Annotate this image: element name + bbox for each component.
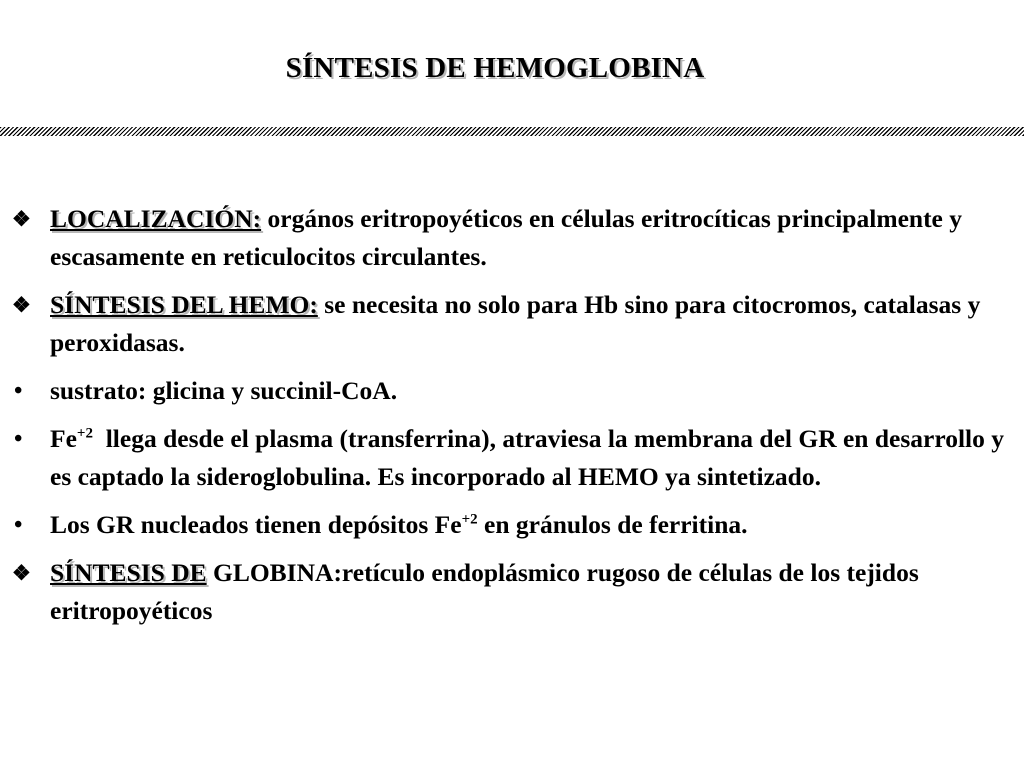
item-text-pre: Los GR nucleados tienen depósitos Fe: [50, 510, 462, 539]
list-item-ferritina: [12, 506, 1020, 544]
item-superscript: +2: [76, 425, 93, 442]
item-text: orgános eritropoyéticos en células eritrocíticas principalmente y escasamente en reticulocitos circulantes.: [50, 204, 963, 271]
item-term: SÍNTESIS DEL HEMO:: [50, 290, 318, 319]
list-item-sintesis-hemo: [12, 286, 1020, 362]
item-term: SÍNTESIS DE: [50, 558, 207, 587]
dot-bullet-icon: •: [14, 426, 23, 452]
item-text: se necesita no solo para Hb sino para citocromos, catalasas y peroxidasas.: [50, 290, 981, 357]
item-text: GLOBINA:retículo endoplásmico rugoso de células de los tejidos eritropoyéticos: [50, 558, 919, 625]
diamond-bullet-icon: ❖: [12, 561, 31, 585]
item-text-post: llega desde el plasma (transferrina), atraviesa la membrana del GR en desarrollo y es captado la sideroglobulina. Es incorporado al HEMO ya sintetizado.: [50, 424, 1011, 491]
item-text-post: en gránulos de ferritina.: [477, 510, 748, 539]
list-item-sustrato: [12, 372, 1020, 410]
dot-bullet-icon: •: [14, 378, 23, 404]
slide-content: [12, 200, 1020, 640]
diamond-bullet-icon: ❖: [12, 293, 31, 317]
dot-bullet-icon: •: [14, 512, 23, 538]
slide-title: SÍNTESIS DE HEMOGLOBINA: [285, 52, 705, 84]
item-superscript: +2: [461, 511, 478, 528]
item-text: sustrato: glicina y succinil-CoA.: [50, 376, 398, 405]
item-term: LOCALIZACIÓN:: [50, 204, 262, 233]
diamond-bullet-icon: ❖: [12, 207, 31, 231]
list-item-sintesis-globina: [12, 554, 1020, 630]
item-text-pre: Fe: [50, 424, 77, 453]
list-item-localizacion: [12, 200, 1020, 276]
list-item-fe-plasma: [12, 420, 1020, 496]
title-divider: [0, 127, 1024, 136]
